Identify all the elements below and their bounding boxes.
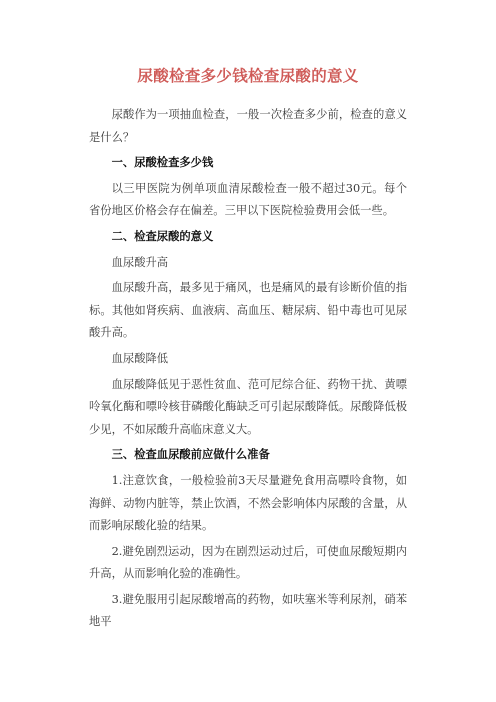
section-heading-cost: 一、尿酸检查多少钱	[111, 156, 214, 170]
preparation-item-2: 2.避免剧烈运动，因为在剧烈运动过后，可使血尿酸短期内升高，从而影响化验的准确性。	[89, 544, 407, 581]
preparation-item-3: 3.避免服用引起尿酸增高的药物，如呋塞米等利尿剂，硝苯地平	[89, 592, 407, 629]
cost-paragraph: 以三甲医院为例单项血清尿酸检查一般不超过30元。每个省份地区价格会存在偏差。三甲以下医院检验费用会低一些。	[89, 181, 407, 218]
intro-paragraph: 尿酸作为一项抽血检查，一般一次检查多少前，检查的意义是什么？	[89, 108, 407, 144]
preparation-item-1: 1.注意饮食，一般检验前3天尽量避免食用高嘌呤食物，如海鲜、动物内脏等，禁止饮酒，不然会影响体内尿酸的含量，从而影响尿酸化验的结果。	[89, 473, 407, 533]
subheading-uric-acid-high: 血尿酸升高	[111, 255, 169, 269]
uric-acid-low-paragraph: 血尿酸降低见于恶性贫血、范可尼综合征、药物干扰、黄嘌呤氧化酶和嘌呤核苷磷酸化酶缺乏可引起尿酸降低。尿酸降低极少见，不如尿酸升高临床意义大。	[89, 377, 407, 436]
document-title: 尿酸检查多少钱检查尿酸的意义	[137, 67, 359, 85]
document-body	[89, 104, 407, 637]
subheading-uric-acid-low: 血尿酸降低	[111, 351, 169, 365]
uric-acid-high-paragraph: 血尿酸升高，最多见于痛风，也是痛风的最有诊断价值的指标。其他如肾疾病、血液病、高血压、糖尿病、铅中毒也可见尿酸升高。	[89, 281, 407, 340]
section-heading-significance: 二、检查尿酸的意义	[111, 229, 214, 243]
section-heading-preparation: 三、检查血尿酸前应做什么准备	[111, 448, 270, 462]
